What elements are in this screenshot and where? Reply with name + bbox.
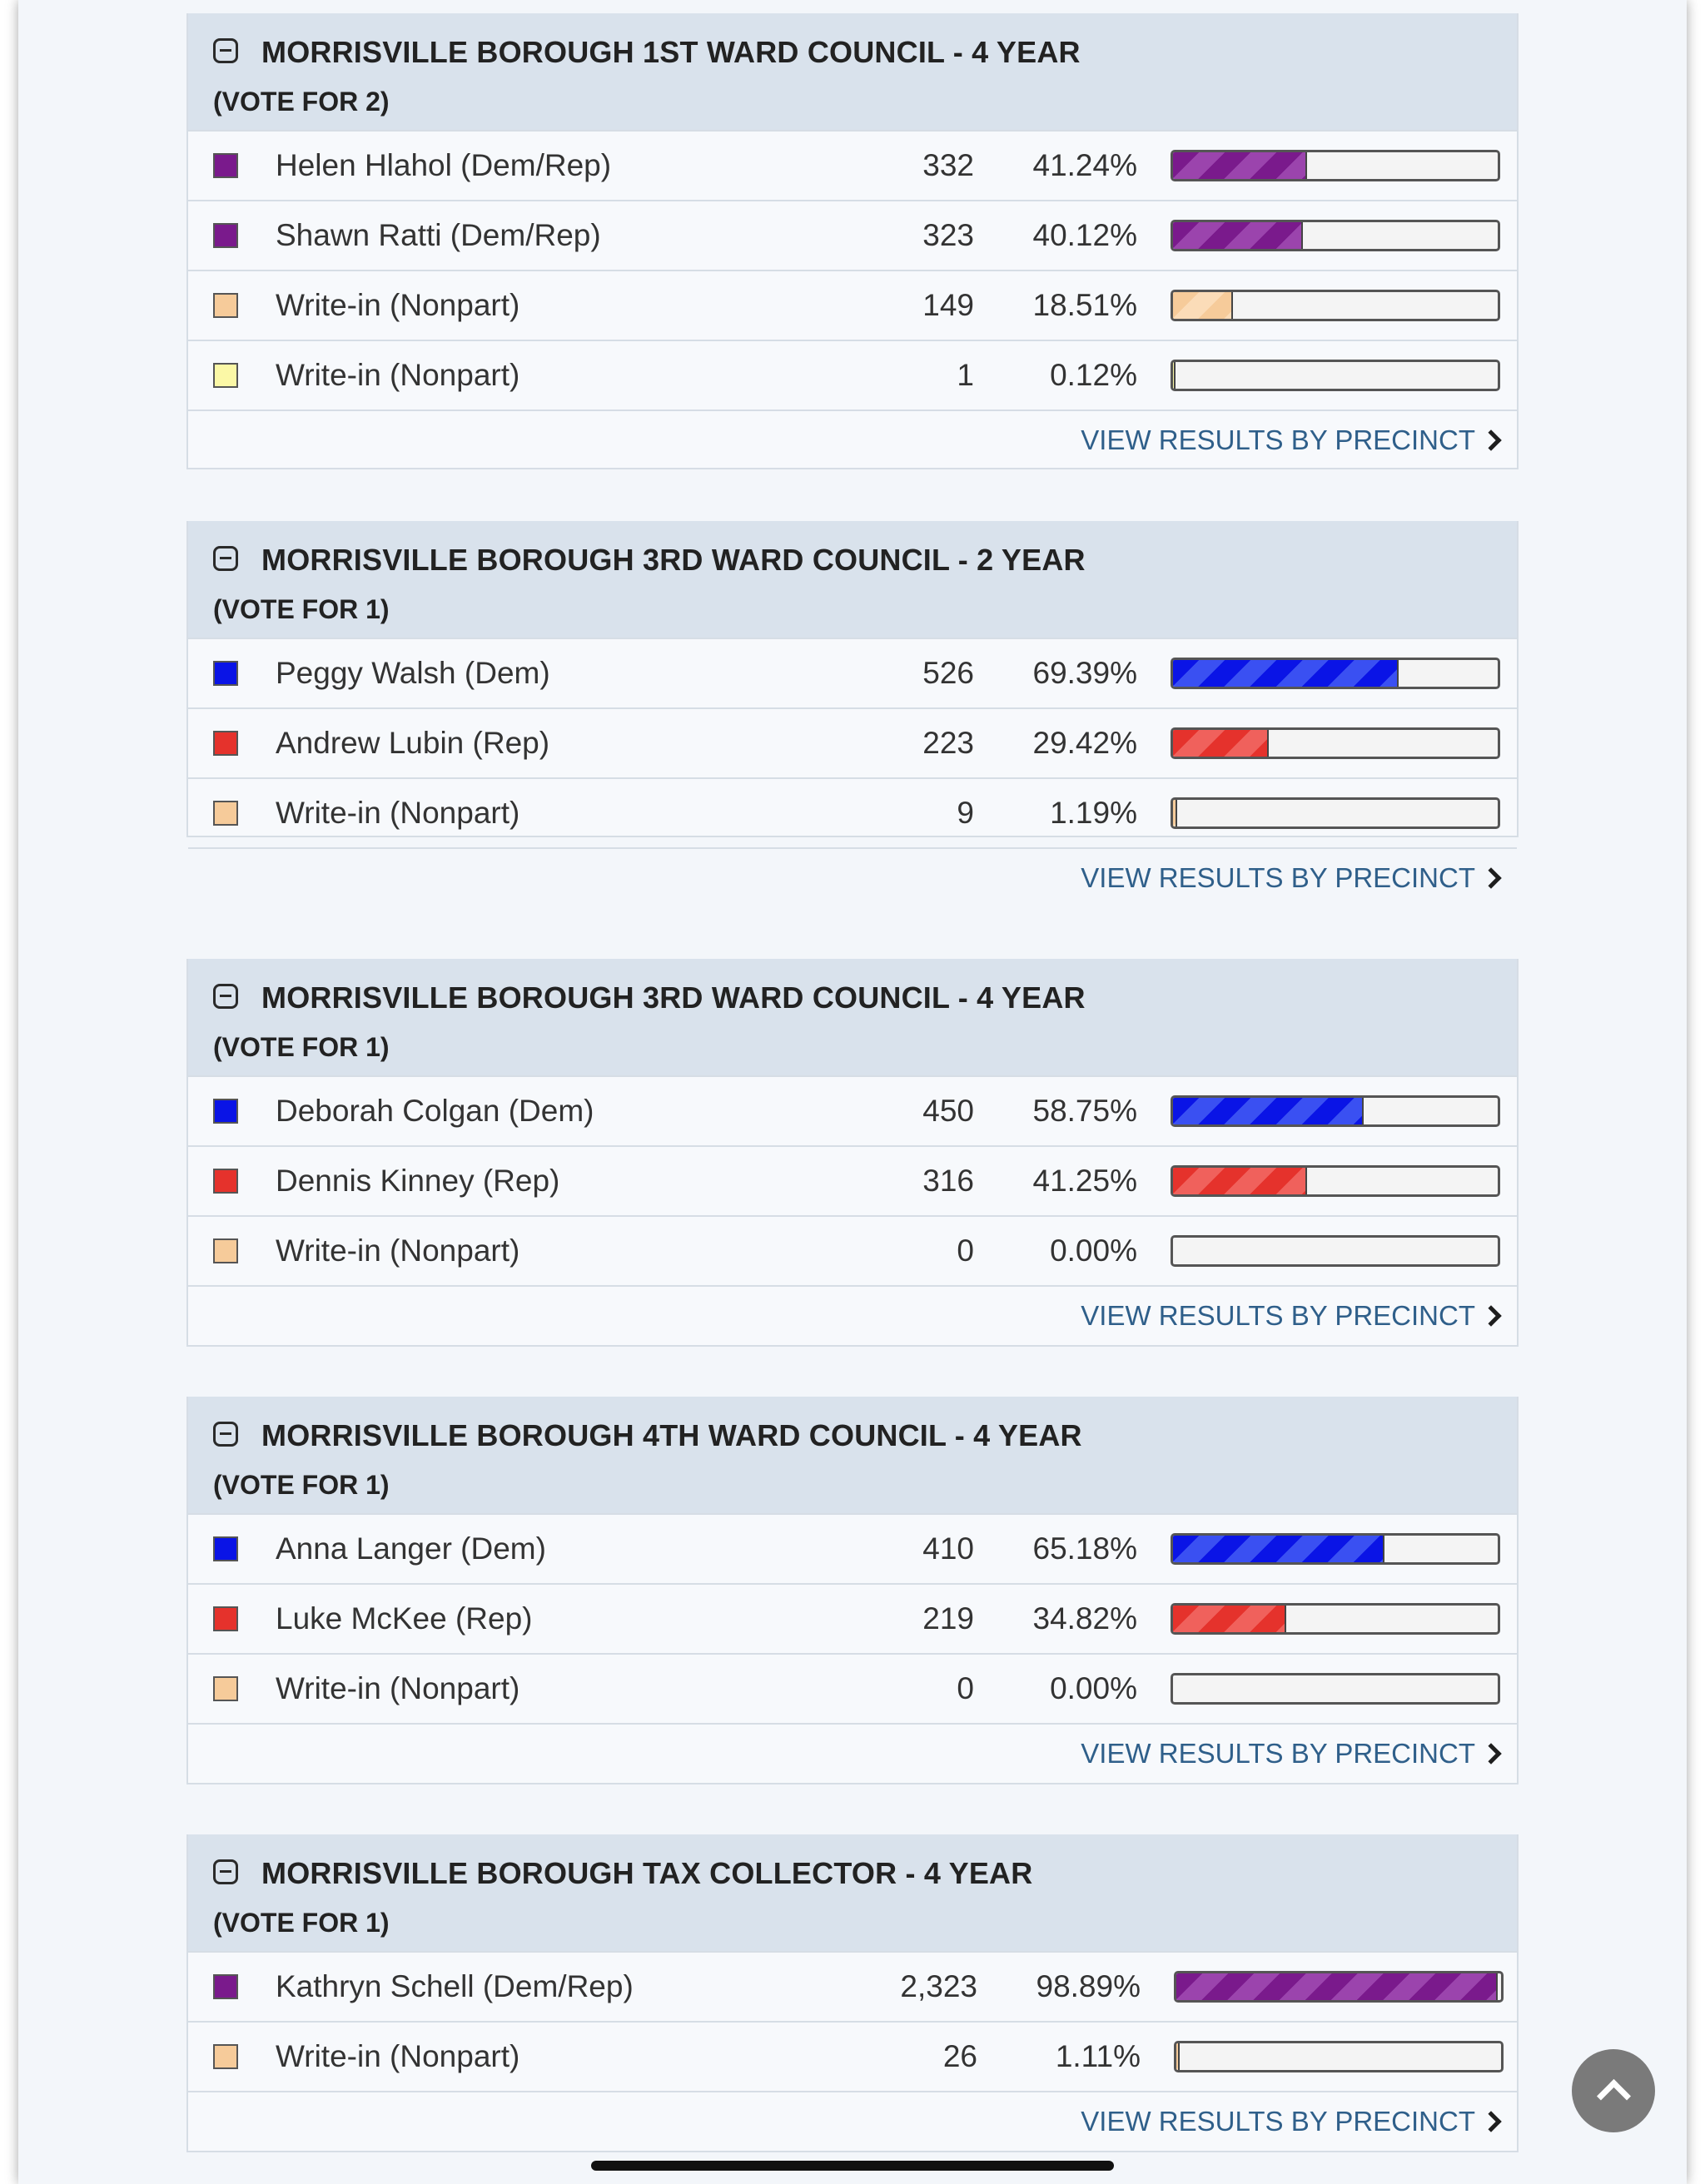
vote-for-label: (VOTE FOR 1) — [213, 1908, 390, 1938]
vote-for-label: (VOTE FOR 2) — [213, 87, 390, 117]
vote-share-bar — [1171, 727, 1500, 759]
vote-share-fill — [1173, 292, 1233, 319]
candidate-row — [188, 1145, 1517, 1215]
candidate-percent: 1.11% — [1055, 2039, 1141, 2073]
party-color-swatch — [213, 1974, 238, 1999]
vote-share-fill — [1173, 222, 1303, 249]
contest-title: MORRISVILLE BOROUGH 3RD WARD COUNCIL - 4 YEAR — [261, 980, 1086, 1015]
candidate-name: Write-in (Nonpart) — [276, 2039, 520, 2073]
contest-header — [188, 13, 1517, 130]
collapse-icon[interactable] — [213, 984, 238, 1009]
precinct-link-label: VIEW RESULTS BY PRECINCT — [1081, 1300, 1475, 1331]
candidate-votes: 450 — [922, 1094, 974, 1128]
candidate-row — [188, 707, 1517, 777]
candidate-row — [188, 638, 1517, 707]
candidate-name: Kathryn Schell (Dem/Rep) — [276, 1969, 634, 2003]
vote-share-fill — [1173, 1168, 1307, 1194]
contest-header — [188, 1397, 1517, 1513]
candidate-row — [188, 200, 1517, 270]
party-color-swatch — [213, 153, 238, 178]
vote-share-fill — [1173, 362, 1176, 389]
party-color-swatch — [213, 1238, 238, 1263]
candidate-votes: 410 — [922, 1531, 974, 1566]
candidate-row — [188, 1583, 1517, 1653]
candidate-name: Anna Langer (Dem) — [276, 1531, 546, 1566]
collapse-icon[interactable] — [213, 38, 238, 63]
vote-share-fill — [1173, 1536, 1384, 1562]
vote-share-bar — [1174, 2041, 1504, 2072]
precinct-link-row — [188, 410, 1517, 469]
contest-header — [188, 1834, 1517, 1951]
vote-share-bar — [1171, 1095, 1500, 1127]
candidate-name: Luke McKee (Rep) — [276, 1601, 533, 1636]
vote-share-bar — [1171, 1533, 1500, 1565]
candidate-row — [188, 1513, 1517, 1583]
collapse-icon[interactable] — [213, 1859, 238, 1884]
party-color-swatch — [213, 2044, 238, 2069]
party-color-swatch — [213, 1676, 238, 1701]
party-color-swatch — [213, 1536, 238, 1561]
candidate-row — [188, 1075, 1517, 1145]
party-color-swatch — [213, 363, 238, 388]
candidate-votes: 316 — [922, 1164, 974, 1198]
chevron-right-icon — [1480, 1743, 1501, 1764]
candidate-percent: 69.39% — [1032, 656, 1137, 690]
chevron-up-icon — [1597, 2079, 1631, 2113]
view-results-by-precinct-link[interactable] — [1081, 862, 1502, 894]
candidate-row — [188, 340, 1517, 410]
contest-card — [186, 1397, 1519, 1784]
collapse-icon[interactable] — [213, 546, 238, 571]
candidate-percent: 0.00% — [1050, 1233, 1137, 1268]
candidate-name: Write-in (Nonpart) — [276, 1671, 520, 1705]
vote-share-bar — [1171, 1603, 1500, 1635]
home-indicator — [591, 2161, 1114, 2171]
candidate-name: Shawn Ratti (Dem/Rep) — [276, 218, 601, 252]
candidate-votes: 0 — [957, 1671, 974, 1705]
precinct-link-label: VIEW RESULTS BY PRECINCT — [1081, 862, 1475, 893]
candidate-percent: 40.12% — [1032, 218, 1137, 252]
precinct-link-row — [188, 2091, 1517, 2151]
candidate-votes: 1 — [957, 358, 974, 392]
contest-header — [188, 521, 1517, 638]
precinct-link-label: VIEW RESULTS BY PRECINCT — [1081, 2106, 1475, 2137]
vote-share-bar — [1171, 290, 1500, 321]
candidate-name: Peggy Walsh (Dem) — [276, 656, 550, 690]
precinct-link-row — [188, 1723, 1517, 1783]
candidate-row — [188, 1951, 1517, 2021]
vote-share-bar — [1171, 360, 1500, 391]
candidate-name: Deborah Colgan (Dem) — [276, 1094, 594, 1128]
candidate-name: Write-in (Nonpart) — [276, 358, 520, 392]
candidate-name: Write-in (Nonpart) — [276, 1233, 520, 1268]
party-color-swatch — [213, 1606, 238, 1631]
vote-share-fill — [1176, 2043, 1180, 2070]
precinct-link-row — [188, 847, 1517, 907]
candidate-percent: 58.75% — [1032, 1094, 1137, 1128]
candidate-percent: 34.82% — [1032, 1601, 1137, 1636]
vote-share-fill — [1176, 1973, 1498, 2000]
candidate-name: Write-in (Nonpart) — [276, 796, 520, 830]
candidate-row — [188, 777, 1517, 847]
candidate-name: Write-in (Nonpart) — [276, 288, 520, 322]
precinct-link-label: VIEW RESULTS BY PRECINCT — [1081, 424, 1475, 455]
candidate-row — [188, 1653, 1517, 1723]
party-color-swatch — [213, 1169, 238, 1194]
candidate-votes: 526 — [922, 656, 974, 690]
candidate-percent: 1.19% — [1050, 796, 1137, 830]
chevron-right-icon — [1480, 2111, 1501, 2132]
candidate-percent: 18.51% — [1032, 288, 1137, 322]
candidate-percent: 41.25% — [1032, 1164, 1137, 1198]
vote-share-bar — [1171, 797, 1500, 829]
candidate-votes: 0 — [957, 1233, 974, 1268]
vote-share-bar — [1171, 658, 1500, 689]
vote-share-bar — [1171, 1673, 1500, 1705]
vote-share-fill — [1173, 1606, 1286, 1632]
chevron-right-icon — [1480, 429, 1501, 450]
party-color-swatch — [213, 801, 238, 826]
vote-for-label: (VOTE FOR 1) — [213, 594, 390, 624]
candidate-percent: 65.18% — [1032, 1531, 1137, 1566]
view-results-by-precinct-link[interactable] — [1081, 424, 1502, 456]
candidate-votes: 323 — [922, 218, 974, 252]
candidate-votes: 9 — [957, 796, 974, 830]
contest-title: MORRISVILLE BOROUGH 3RD WARD COUNCIL - 2 YEAR — [261, 543, 1086, 577]
chevron-right-icon — [1480, 867, 1501, 888]
candidate-percent: 41.24% — [1032, 148, 1137, 182]
candidate-votes: 219 — [922, 1601, 974, 1636]
party-color-swatch — [213, 661, 238, 686]
candidate-votes: 2,323 — [900, 1969, 977, 2003]
vote-share-fill — [1173, 800, 1177, 826]
view-results-by-precinct-link[interactable] — [1081, 2106, 1502, 2137]
party-color-swatch — [213, 1099, 238, 1124]
vote-share-fill — [1173, 152, 1307, 179]
vote-share-bar — [1171, 1235, 1500, 1267]
vote-share-bar — [1174, 1971, 1504, 2003]
vote-share-fill — [1173, 730, 1269, 757]
candidate-row — [188, 1215, 1517, 1285]
candidate-row — [188, 130, 1517, 200]
view-results-by-precinct-link[interactable] — [1081, 1300, 1502, 1332]
contest-title: MORRISVILLE BOROUGH 4TH WARD COUNCIL - 4 YEAR — [261, 1418, 1082, 1452]
view-results-by-precinct-link[interactable] — [1081, 1738, 1502, 1770]
vote-share-fill — [1173, 660, 1399, 687]
vote-for-label: (VOTE FOR 1) — [213, 1032, 390, 1062]
precinct-link-label: VIEW RESULTS BY PRECINCT — [1081, 1738, 1475, 1769]
contest-card — [186, 959, 1519, 1347]
candidate-name: Dennis Kinney (Rep) — [276, 1164, 560, 1198]
candidate-percent: 29.42% — [1032, 726, 1137, 760]
contest-card — [186, 13, 1519, 469]
candidate-name: Helen Hlahol (Dem/Rep) — [276, 148, 612, 182]
candidate-votes: 149 — [922, 288, 974, 322]
candidate-percent: 98.89% — [1036, 1969, 1141, 2003]
contest-card — [186, 521, 1519, 893]
collapse-icon[interactable] — [213, 1422, 238, 1447]
vote-share-fill — [1173, 1098, 1364, 1124]
candidate-row — [188, 270, 1517, 340]
contest-header — [188, 959, 1517, 1075]
contest-title: MORRISVILLE BOROUGH 1ST WARD COUNCIL - 4 YEAR — [261, 35, 1081, 69]
candidate-percent: 0.12% — [1050, 358, 1137, 392]
vote-share-bar — [1171, 220, 1500, 251]
vote-share-bar — [1171, 150, 1500, 181]
candidate-row — [188, 2021, 1517, 2091]
candidate-votes: 26 — [942, 2039, 977, 2073]
scroll-to-top-button[interactable] — [1572, 2049, 1655, 2132]
precinct-link-row — [188, 1285, 1517, 1345]
candidate-name: Andrew Lubin (Rep) — [276, 726, 550, 760]
contest-title: MORRISVILLE BOROUGH TAX COLLECTOR - 4 YEAR — [261, 1856, 1033, 1890]
party-color-swatch — [213, 223, 238, 248]
candidate-percent: 0.00% — [1050, 1671, 1137, 1705]
chevron-right-icon — [1480, 1305, 1501, 1326]
candidate-votes: 332 — [922, 148, 974, 182]
candidate-votes: 223 — [922, 726, 974, 760]
contest-card — [186, 1834, 1519, 2152]
vote-for-label: (VOTE FOR 1) — [213, 1470, 390, 1500]
vote-share-bar — [1171, 1165, 1500, 1197]
party-color-swatch — [213, 293, 238, 318]
party-color-swatch — [213, 731, 238, 756]
